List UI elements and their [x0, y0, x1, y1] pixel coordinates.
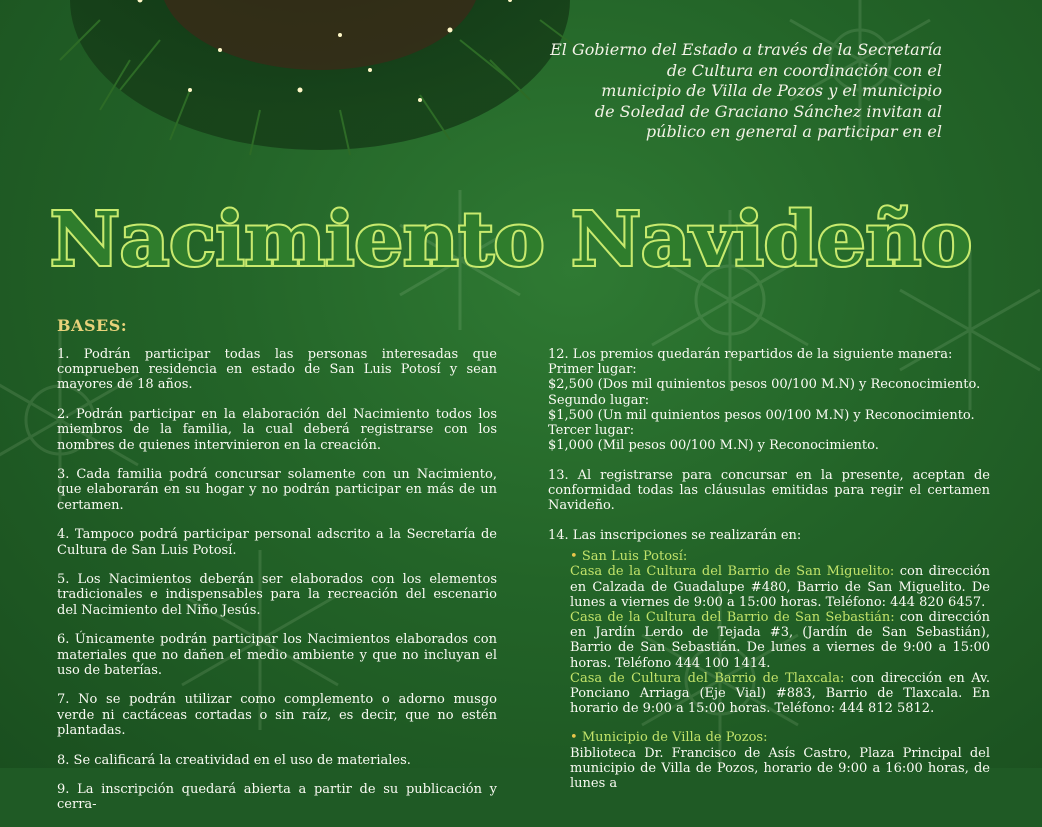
- intro-line: municipio de Villa de Pozos y el municipio: [601, 81, 942, 100]
- bullet-icon: •: [570, 730, 578, 746]
- rule-item: 7. No se podrán utilizar como complemento o adorno musgo verde ni cactáceas cortadas o sin raíz, es decir, que no estén plantadas.: [57, 692, 497, 738]
- poster-title: [0, 190, 1042, 290]
- location-region: [570, 730, 990, 745]
- prize-place: Segundo lugar:: [548, 392, 650, 408]
- bullet-icon: •: [570, 549, 578, 565]
- region-name: Municipio de Villa de Pozos:: [581, 730, 768, 746]
- intro-line: El Gobierno del Estado a través de la Secretaría: [550, 40, 942, 59]
- poster-title-text: Nacimiento Navideño: [50, 197, 972, 283]
- rule-item: 1. Podrán participar todas las personas interesadas que comprueben residencia en estado de San Luis Potosí y sean mayores de 18 años.: [57, 347, 497, 393]
- intro-text: [520, 40, 942, 143]
- venue-name: Casa de la Cultura del Barrio de San Miguelito:: [570, 564, 895, 580]
- venue-entry: Biblioteca Dr. Francisco de Asís Castro, Plaza Principal del municipio de Villa de Pozos, horario de 9:00 a 16:00 horas, de lunes a: [570, 745, 990, 792]
- rule-item: 3. Cada familia podrá concursar solamente con un Nacimiento, que elaborarán en su hogar y no podrán participar en más de un certamen.: [57, 467, 497, 513]
- venue-detail: con dirección en Av. Ponciano Arriaga (Eje Vial) #883, Barrio de Tlaxcala. En horario de 9:00 a 15:00 horas. Teléfono: 444 812 5812.: [570, 670, 990, 717]
- location-region: [570, 549, 990, 564]
- venue-entry: [570, 564, 990, 610]
- venue-detail: con dirección en Jardín Lerdo de Tejada #3, (Jardín de San Sebastián), Barrio de San Sebastián. De lunes a viernes de 9:00 a 15:00 horas. Teléfono 444 100 1414.: [570, 610, 990, 671]
- venue-name: Casa de Cultura del Barrio de Tlaxcala:: [570, 670, 845, 686]
- prize-amount: $1,500 (Un mil quinientos pesos 00/100 M.N) y Reconocimiento.: [548, 407, 975, 423]
- rule-item: 4. Tampoco podrá participar personal adscrito a la Secretaría de Cultura de San Luis Potosí.: [57, 527, 497, 558]
- rule-item: 5. Los Nacimientos deberán ser elaborados con los elementos tradicionales e indispensables para la recreación del escenario del Nacimiento del Niño Jesús.: [57, 572, 497, 618]
- rule-item: 14. Las inscripciones se realizarán en:: [548, 528, 802, 544]
- prize-amount: $2,500 (Dos mil quinientos pesos 00/100 M.N) y Reconocimiento.: [548, 377, 981, 393]
- rules-right-column: [548, 347, 990, 791]
- rule-item: 2. Podrán participar en la elaboración del Nacimiento todos los miembros de la familia, la cual deberá registrarse con los nombres de quienes intervinieron en la creación.: [57, 407, 497, 453]
- rule-item: 8. Se calificará la creatividad en el uso de materiales.: [57, 752, 411, 768]
- bases-heading: BASES:: [57, 316, 128, 335]
- intro-line: de Cultura en coordinación con el: [666, 60, 942, 80]
- venue-name: Casa de la Cultura del Barrio de San Sebastián:: [570, 610, 895, 626]
- venue-entry: [570, 671, 990, 717]
- prize-amount: $1,000 (Mil pesos 00/100 M.N) y Reconocimiento.: [548, 438, 879, 454]
- rule-item: 13. Al registrarse para concursar en la presente, aceptan de conformidad todas las cláusulas emitidas para regir el certamen Navideño.: [548, 467, 990, 514]
- venue-entry: [570, 610, 990, 671]
- prize-place: Tercer lugar:: [548, 423, 635, 439]
- christmas-wreath-image: [40, 0, 600, 170]
- intro-line: público en general a participar en el: [645, 122, 942, 141]
- intro-line: de Soledad de Graciano Sánchez invitan al: [594, 101, 942, 121]
- rules-left-column: [57, 347, 497, 827]
- rule-item: 9. La inscripción quedará abierta a partir de su publicación y cerra-: [57, 782, 497, 813]
- prize-place: Primer lugar:: [548, 362, 637, 378]
- rule-item: 6. Únicamente podrán participar los Nacimientos elaborados con materiales que no dañen el medio ambiente y que no incluyan el uso de baterías.: [57, 632, 497, 678]
- venue-detail: con dirección en Calzada de Guadalupe #480, Barrio de San Miguelito. De lunes a viernes de 9:00 a 15:00 horas. Teléfono: 444 820 6457.: [570, 564, 990, 610]
- prizes-block: [548, 347, 990, 453]
- region-name: San Luis Potosí:: [581, 549, 688, 565]
- prizes-intro: 12. Los premios quedarán repartidos de la siguiente manera:: [548, 347, 953, 362]
